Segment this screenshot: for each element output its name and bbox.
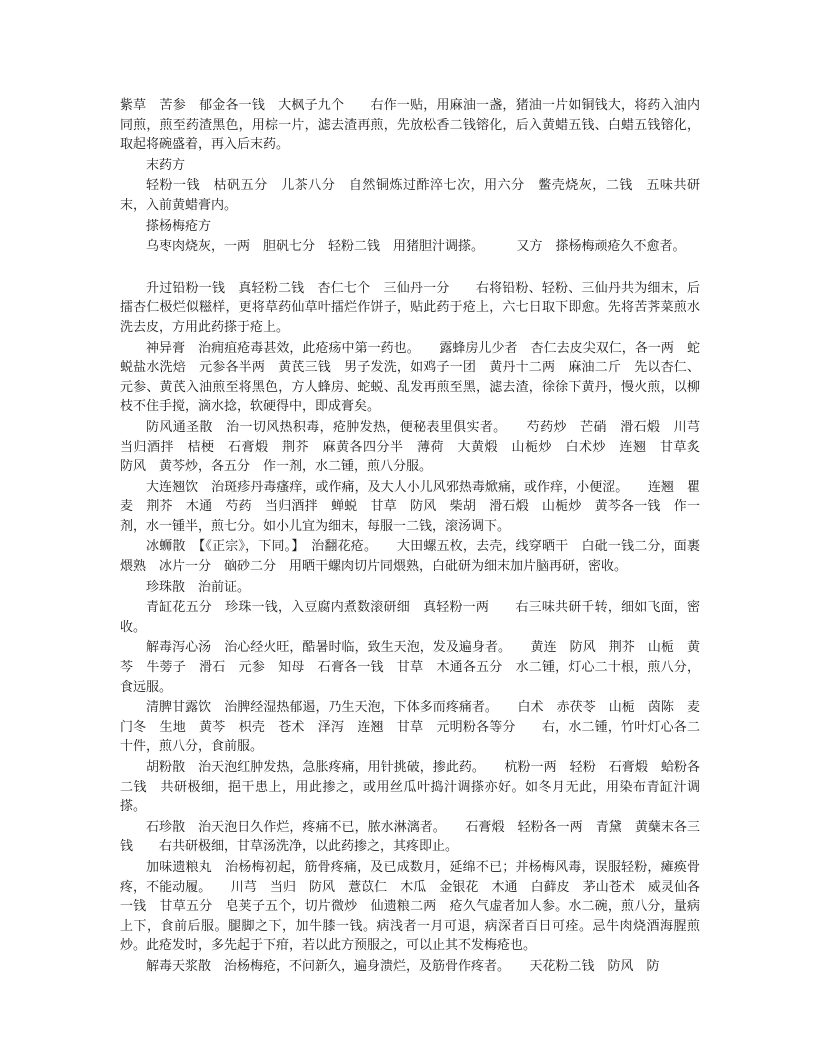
- paragraph: 乌枣肉烧灰，一两 胆矾七分 轻粉二钱 用猪胆汁调搽。 又方 搽杨梅顽疮久不愈者。: [146, 239, 686, 255]
- paragraph: 搽杨梅疮方: [146, 218, 212, 234]
- paragraph: 石珍散 治天泡日久作烂，疼痛不已，脓水淋漓者。 石膏煅 轻粉各一两 青黛 黄蘖末各三钱 右共研极细，甘草汤洗净，以此药掺之，其疼即止。: [120, 819, 700, 855]
- paragraph: 升过铅粉一钱 真轻粉二钱 杏仁七个 三仙丹一分 右将铅粉、轻粉、三仙丹共为细末，后擂杏仁极烂似糍样，更将草药仙草叶擂烂作饼子，贴此药于疮上，六七日取下即愈。先将苦荠菜煎水洗去皮，方用此药搽于疮上。: [120, 280, 700, 335]
- paragraph: 胡粉散 治天泡红肿发热，急胀疼痛，用针挑破，掺此药。 杭粉一两 轻粉 石膏煅 蛤粉各二钱 共研极细，挹干患上，用此掺之，或用丝瓜叶捣汁调搽亦好。如冬月无此，用染布青缸汁调搽。: [120, 760, 700, 815]
- paragraph: 紫草 苦参 郁金各一钱 大枫子九个 右作一贴，用麻油一盏，猪油一片如铜钱大，将药入油内同煎，煎至药渣黑色，用棕一片，滤去渣再煎，先放松香二钱镕化，后入黄蜡五钱、白蜡五钱镕化，取起将碗盛着，再入后末药。: [120, 98, 700, 153]
- paragraph: 防风通圣散 治一切风热积毒，疮肿发热，便秘表里俱实者。 芍药炒 芒硝 滑石煅 川芎 当归酒拌 桔梗 石膏煅 荆芥 麻黄各四分半 薄荷 大黄煅 山栀炒 白术炒 连翘 甘草炙 防风 黄芩炒，各五分 作一剂，水二锺，煎八分服。: [120, 419, 714, 475]
- paragraph: 神异膏 治痈疽疮毒甚效，此疮疡中第一药也。 露蜂房儿少者 杏仁去皮尖双仁，各一两 蛇蜕盐水洗焙 元参各半两 黄芪三钱 男子发洗，如鸡子一团 黄丹十二两 麻油二斤 先以杏仁、元参、黄芪入油煎至将黑色，方人蜂房、蛇蜕、乱发再煎至黑，滤去渣，徐徐下黄丹，慢火煎，以柳枝不住手搅，滴水捻，软硬得中，即成膏矣。: [120, 340, 700, 415]
- paragraph: 珍珠散 治前证。: [146, 579, 251, 595]
- paragraph: 解毒天浆散 治杨梅疮，不问新久，遍身溃烂，及筋骨作疼者。 天花粉二钱 防风 防: [146, 958, 660, 974]
- paragraph: 清脾甘露饮 治脾经湿热郁遏，乃生天泡，下体多而疼痛者。 白术 赤茯苓 山栀 茵陈 麦门冬 生地 黄芩 枳壳 苍术 泽泻 连翘 甘草 元明粉各等分 右，水二锺，竹叶灯心各二十件，煎八分，食前服。: [120, 700, 700, 755]
- paragraph: 轻粉一钱 枯矾五分 儿茶八分 自然铜炼过酢淬七次，用六分 鳖壳烧灰，二钱 五味共研末，入前黄蜡膏内。: [120, 178, 700, 213]
- document-page: [120, 96, 714, 978]
- paragraph: 冰蛳散 【《正宗》，下同。】 治翻花疮。 大田螺五枚，去壳，线穿晒干 白砒一钱二分，面裹煨熟 冰片一分 硇砂二分 用晒干螺肉切片同煨熟，白砒研为细末加片脑再研，密收。: [120, 539, 700, 575]
- paragraph: 解毒泻心汤 治心经火旺，酷暑时临，致生天泡，发及遍身者。 黄连 防风 荆芥 山栀 黄芩 牛蒡子 滑石 元参 知母 石膏各一钱 甘草 木通各五分 水二锺，灯心二十根，煎八分，食远服。: [120, 640, 700, 695]
- paragraph: 末药方: [146, 157, 186, 173]
- paragraph: 加味遗粮丸 治杨梅初起，筋骨疼痛，及已成数月，延绵不已；并杨梅风毒，误服轻粉，瘫痪骨疼，不能动履。 川芎 当归 防风 薏苡仁 木瓜 金银花 木通 白藓皮 茅山苍术 威灵仙各一钱 甘草五分 皂荚子五个，切片微炒 仙遗粮二两 疮久气虚者加人参。水二碗，煎八分，量病上下，食前后服。腿脚之下，加牛膝一钱。病浅者一月可退，病深者百日可痊。忌牛肉烧酒海腥煎炒。此疮发时，多先起于下疳，若以此方预服之，可以止其不发梅疮也。: [120, 859, 700, 954]
- paragraph: 青缸花五分 珍珠一钱，入豆腐内煮数滚研细 真轻粉一两 右三味共研千转，细如飞面，密收。: [120, 600, 700, 635]
- paragraph: 大连翘饮 治斑疹丹毒瘙痒，或作痛，及大人小儿风邪热毒焮痛，或作痒，小便涩。 连翘 瞿麦 荆芥 木通 芍药 当归酒拌 蝉蜕 甘草 防风 柴胡 滑石煅 山栀炒 黄芩各一钱 作一剂，水一锺半，煎七分。如小儿宜为细末，每服一二钱，滚汤调下。: [120, 479, 700, 534]
